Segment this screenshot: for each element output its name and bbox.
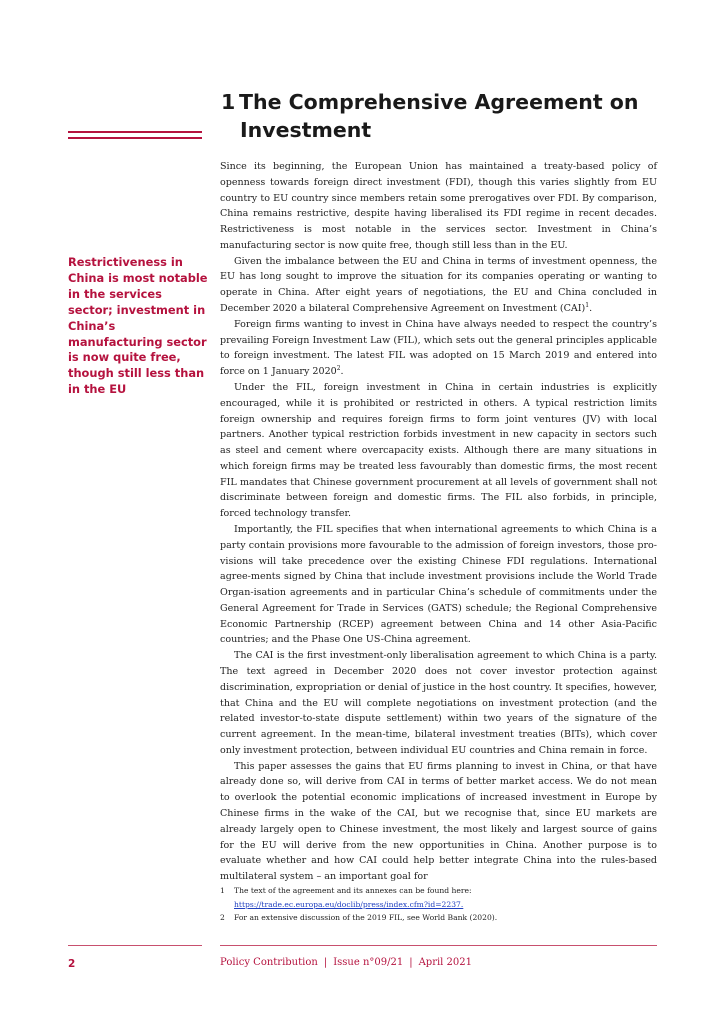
footer-rule-left <box>68 945 202 946</box>
footnote-2 <box>220 911 657 925</box>
page-number: 2 <box>68 958 76 970</box>
section-number: 1 <box>221 90 236 114</box>
footnote-link[interactable]: https://trade.ec.europa.eu/doclib/press/index.cfm?id=2237. <box>234 899 464 909</box>
section-title-line1: The Comprehensive Agreement on <box>239 90 639 114</box>
footer-separator: | <box>409 957 413 968</box>
footnote-ref-2[interactable]: 2 <box>336 364 341 372</box>
footnote-text: For an extensive discussion of the 2019 FIL, see World Bank (2020). <box>234 913 498 922</box>
footer-publication-line <box>220 957 472 968</box>
footer-separator: | <box>323 957 328 968</box>
footer-rule-right <box>220 945 657 946</box>
footnote-text: The text of the agreement and its annexes can be found here: <box>234 886 472 895</box>
publication-name: Policy Contribution <box>220 957 318 968</box>
paragraph: Since its beginning, the European Union has maintained a treaty-based policy of openness towards foreign direct investment (FDI), though this varies slightly from EU country to EU country since members retain some prerogatives over FDI. By comparison, China remains restrictive, despite having liberalised its FDI regime in recent decades. Restrictiveness is most notable in the services sector. Investment in China’s manufacturing sector is now quite free, though still less than in the EU. <box>220 161 657 251</box>
paragraph: Importantly, the FIL specifies that when international agreements to which China is a party contain provisions more favourable to the admission of foreign investors, those pro-visions will take precedence over the existing Chinese FDI regulations. International agree-ments signed by China that include investment provisions include the World Trade Organ-isation agreements and in particular China’s schedule of commitments under the General Agreement for Trade in Services (GATS) schedule; the Regional Comprehensive Economic Partnership (RCEP) agreement between China and 14 other Asia-Pacific countries; and the Phase One US-China agreement. <box>220 523 657 646</box>
issue-number: Issue n°09/21 <box>333 957 404 968</box>
body-text <box>220 159 657 885</box>
section-heading <box>221 88 661 144</box>
footnote-ref-1[interactable]: 1 <box>585 301 590 309</box>
paragraph: Foreign firms wanting to invest in China have always needed to respect the country’s prevailing Foreign Investment Law (FIL), which sets out the general principles applicable to foreign investment. The latest FIL was adopted on 15 March 2019 and entered into force on 1 January 2020$^2$. <box>220 318 657 378</box>
paragraph: Under the FIL, foreign investment in China in certain industries is explicitly encouraged, while it is prohibited or restricted in others. A typical restriction limits foreign ownership and requires foreign firms to form joint ventures (JV) with local partners. Another typical restriction forbids investment in new capacity in sectors such as steel and cement where overcapacity exists. Although there are many situations in which foreign firms may be treated less favourably than domestic firms, the most recent FIL mandates that Chinese government procurement at all levels of government shall not discriminate between foreign and domestic firms. The FIL also forbids, in principle, forced technology transfer. <box>220 381 657 520</box>
footnote-1 <box>220 884 657 911</box>
paragraph: The CAI is the first investment-only liberalisation agreement to which China is a party. The text agreed in December 2020 does not cover investor protection against discrimination, expropriation or denial of justice in the host country. It specifies, however, that China and the EU will complete negotiations on investment protection (and the related investor-to-state dispute settlement) within two years of the signature of the current agreement. In the mean-time, bilateral investment treaties (BITs), which cover only investment protection, between individual EU countries and China remain in force. <box>220 650 657 756</box>
footnote-number: 1 <box>220 886 225 895</box>
heading-decoration-rule-top <box>68 131 202 133</box>
issue-date: April 2021 <box>418 957 473 968</box>
paragraph: This paper assesses the gains that EU firms planning to invest in China, or that have already done so, will derive from CAI in terms of better market access. We do not mean to overlook the potential economic implications of increased investment in Europe by Chinese firms in the wake of the CAI, but we recognise that, since EU markets are already largely open to Chinese investment, the most likely and largest source of gains for the EU will derive from the new opportunities in China. Another purpose is to evaluate whether and how CAI could help better integrate China into the rules-based multilateral system – an important goal for <box>220 760 657 883</box>
heading-decoration-rule-bottom <box>68 137 202 139</box>
section-title-line2: Investment <box>240 118 372 142</box>
paragraph: Given the imbalance between the EU and China in terms of investment openness, the EU has long sought to improve the situation for its companies operating or wanting to operate in China. After eight years of negotiations, the EU and China concluded in December 2020 a bilateral Comprehensive Agreement on Investment (CAI)$^1$. <box>220 255 657 315</box>
pull-quote: Restrictiveness in China is most notable in the services sector; investment in China’s manufacturing sector is now quite free, though still less than in the EU <box>68 255 208 397</box>
footnote-number: 2 <box>220 913 225 922</box>
footnotes <box>220 884 657 925</box>
